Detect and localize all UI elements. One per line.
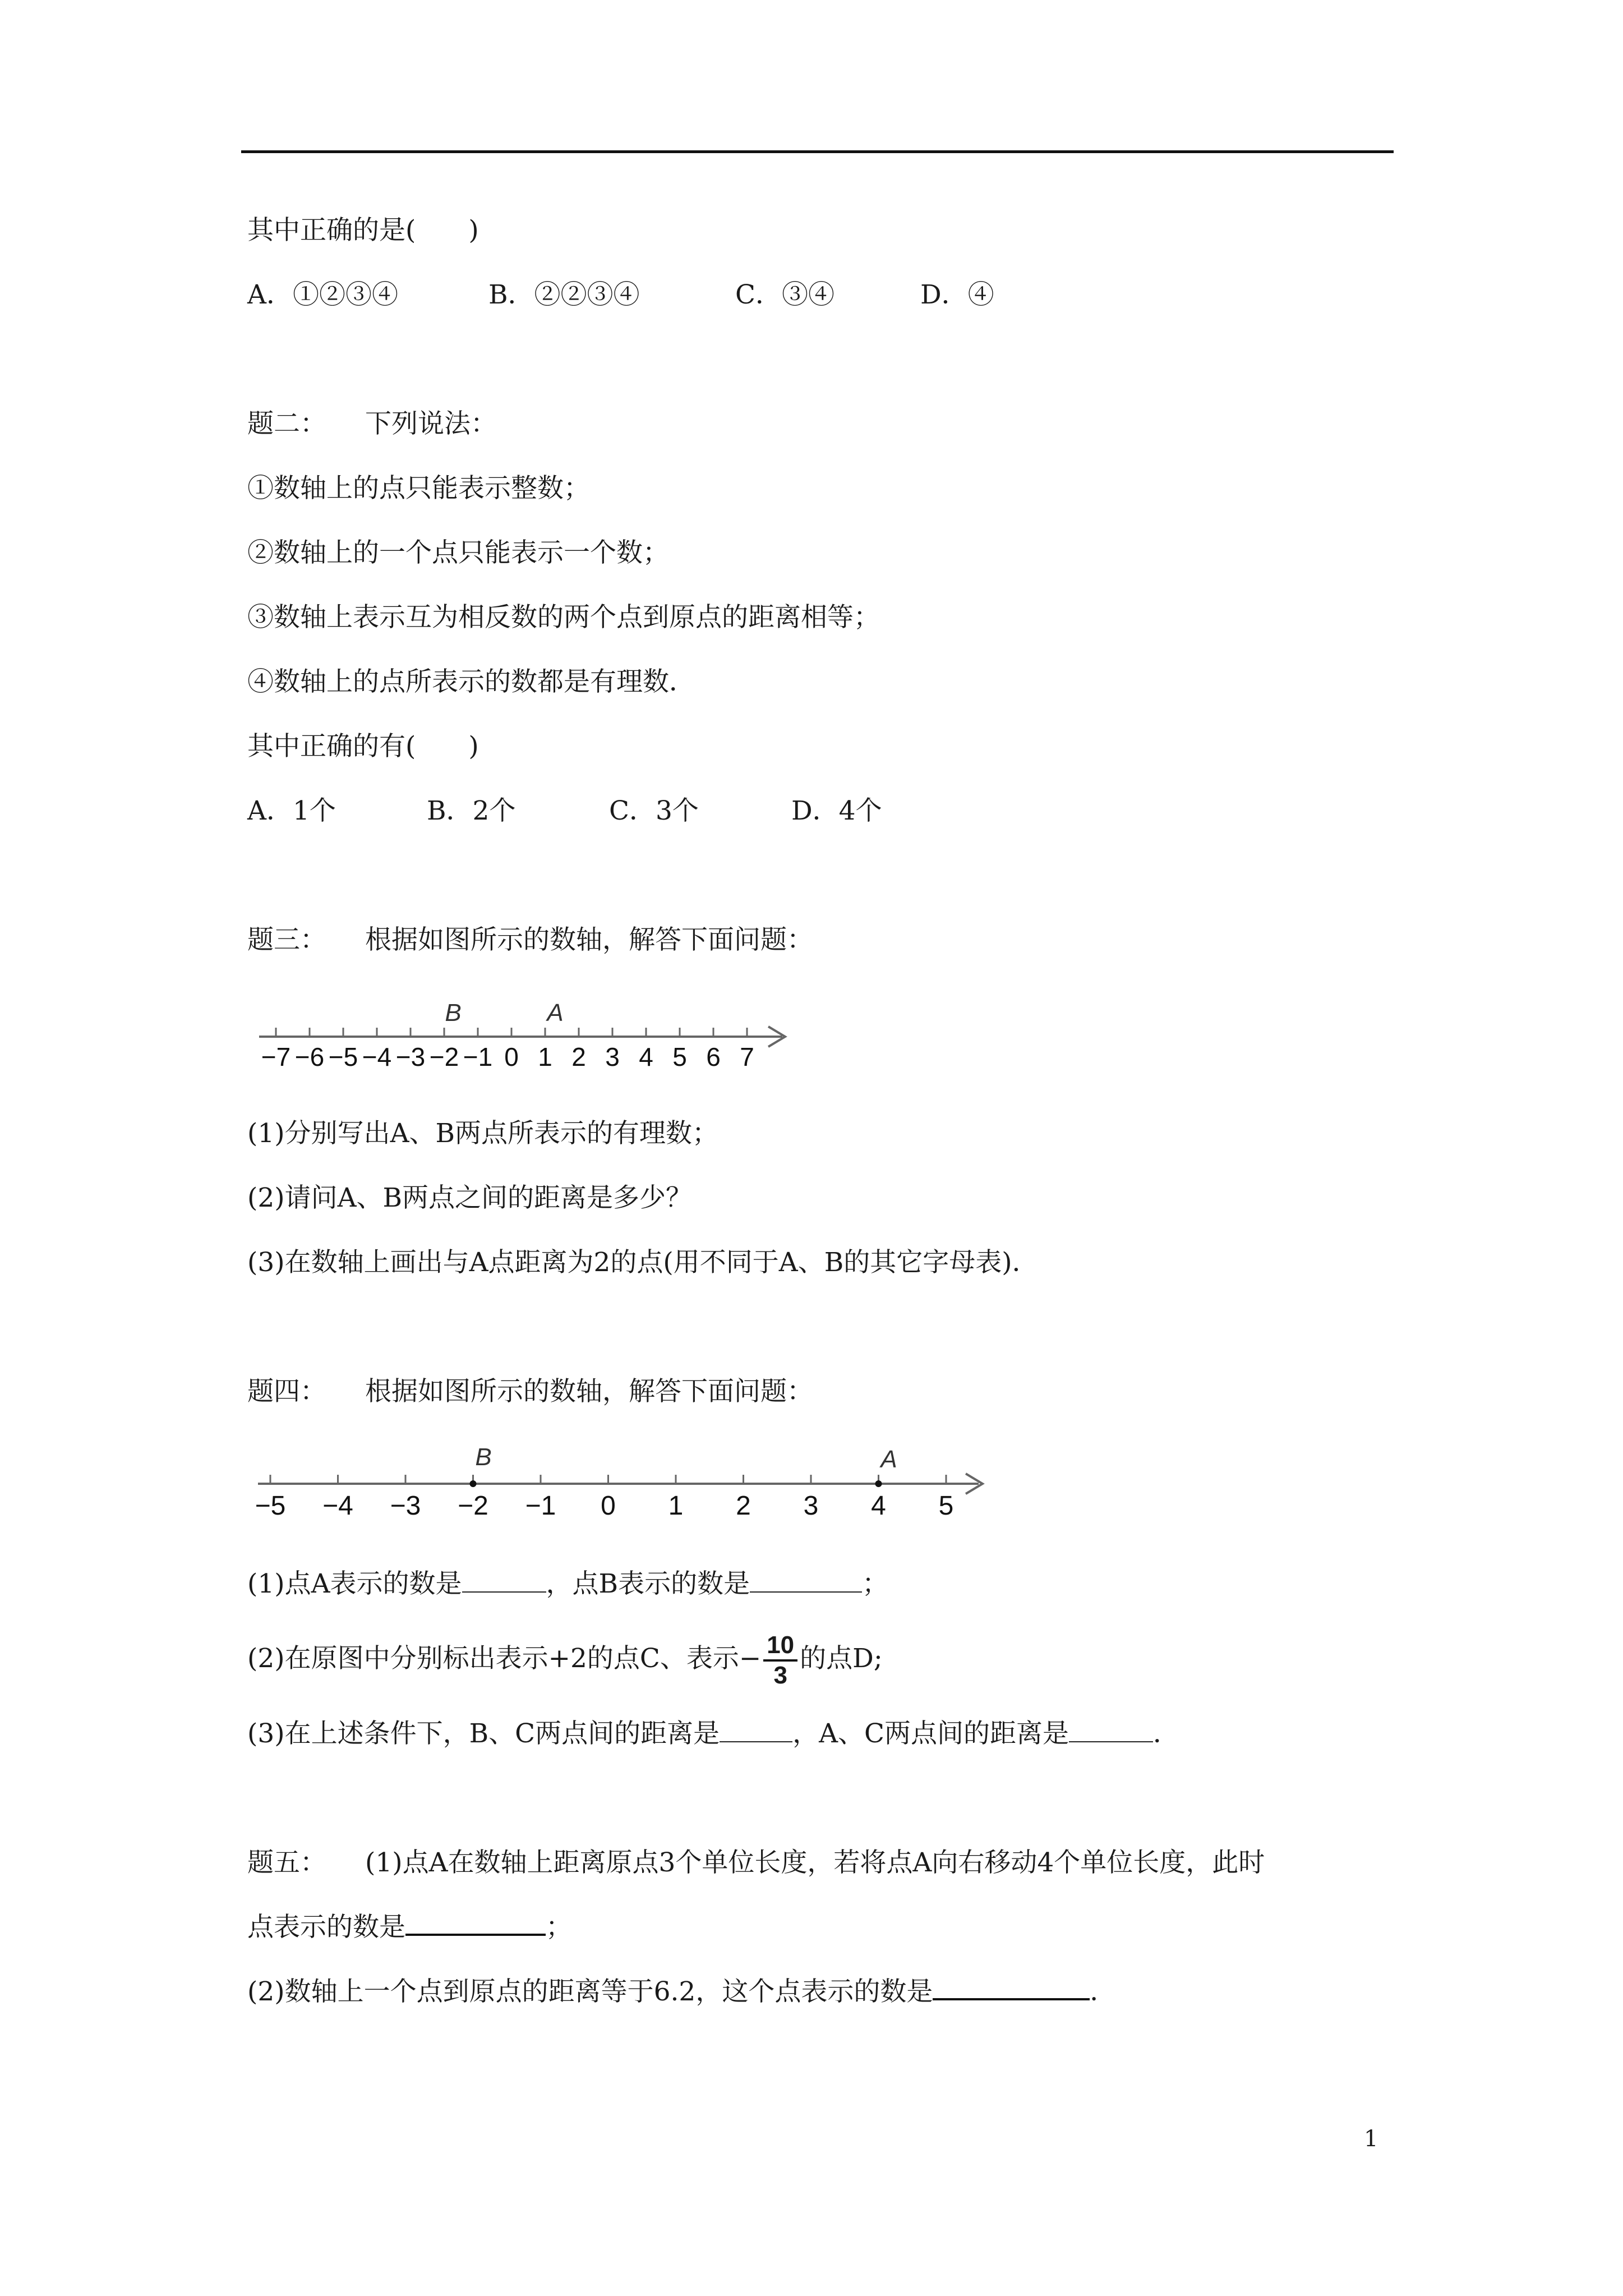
q3-axis-tick-label: 2: [571, 1042, 586, 1071]
q3-axis-tick-label: 6: [706, 1042, 721, 1071]
q3-sub2: (2)请问A、B两点之间的距离是多少？: [247, 1182, 693, 1213]
q2-label: 题二：: [247, 408, 326, 439]
q3-axis-tick-label: 7: [740, 1042, 754, 1071]
q3-point-a-label: A: [547, 999, 564, 1027]
q5-sub1-text: (1)点A在数轴上距离原点3个单位长度，若将点A向右移动4个单位长度，此时: [365, 1847, 1265, 1878]
q5-line1: [247, 1846, 1265, 1880]
q5-line3-end: ．: [1090, 1976, 1117, 2007]
q3-axis-tick-label: −5: [328, 1042, 358, 1071]
q4-sub3-text-b: ，A、C两点间的距离是: [792, 1718, 1069, 1749]
q3-sub3: (3)在数轴上画出与A点距离为2的点(用不同于A、B的其它字母表)．: [247, 1247, 1039, 1278]
q5-answer-1-blank[interactable]: [405, 1911, 546, 1936]
q5-line3: [247, 1975, 1116, 2009]
q5-label: 题五：: [247, 1847, 326, 1878]
q4-answer-ac-blank[interactable]: [1069, 1719, 1153, 1742]
q4-fraction-denominator: 3: [773, 1662, 787, 1689]
q2-option-d[interactable]: D．4个: [791, 795, 882, 826]
q4-sub1-text-a: (1)点A表示的数是: [247, 1568, 462, 1599]
q4-answer-a-blank[interactable]: [462, 1569, 546, 1593]
q2-item-2: ②数轴上的一个点只能表示一个数；: [247, 537, 669, 568]
q2-item-1: ①数轴上的点只能表示整数；: [247, 473, 590, 504]
q4-axis-tick-label: 5: [938, 1491, 954, 1521]
q2-option-b[interactable]: B．2个: [427, 795, 516, 826]
q5-line2-text: 点表示的数是: [247, 1912, 405, 1943]
q3-point-b-label: B: [445, 999, 462, 1027]
header-rule: [241, 150, 1394, 153]
q3-axis-tick-label: −1: [463, 1042, 493, 1071]
q2-intro: 下列说法：: [365, 408, 497, 439]
q4-intro: 根据如图所示的数轴，解答下面问题：: [365, 1376, 813, 1407]
q3-axis-tick-label: 4: [639, 1042, 653, 1071]
q1-option-b[interactable]: B．②②③④: [488, 279, 640, 310]
q2-item-3: ③数轴上表示互为相反数的两个点到原点的距离相等；: [247, 602, 880, 633]
q4-sub1-text-b: ，点B表示的数是: [546, 1568, 750, 1599]
q4-sub2-text-b: 的点D;: [800, 1643, 883, 1674]
q4-fraction: [763, 1631, 797, 1690]
q4-axis-tick-label: 2: [736, 1491, 751, 1521]
q1-option-d[interactable]: D．④: [920, 279, 994, 310]
q4-label: 题四：: [247, 1376, 326, 1407]
q4-axis-tick-label: 3: [803, 1491, 819, 1521]
q4-point-b-label: B: [475, 1443, 492, 1471]
page-number: 1: [1364, 2126, 1378, 2152]
q4-point-a-label: A: [880, 1446, 897, 1473]
q2-heading: [247, 407, 497, 441]
q3-axis-arrow: [768, 1027, 785, 1047]
q3-axis-tick-label: −4: [362, 1042, 392, 1071]
q1-prompt: 其中正确的是( ): [247, 215, 479, 246]
q1-option-a[interactable]: A．①②③④: [247, 279, 398, 310]
q2-options: [247, 794, 882, 829]
q1-option-c[interactable]: C．③④: [735, 279, 834, 310]
q4-axis-tick-label: −5: [255, 1491, 286, 1521]
q3-axis-tick-label: −2: [429, 1042, 459, 1071]
q4-axis-arrow: [966, 1474, 983, 1494]
q4-sub2: [247, 1628, 883, 1690]
q4-axis-tick-label: −1: [525, 1491, 556, 1521]
q5-answer-2-blank[interactable]: [933, 1976, 1090, 2000]
q4-sub1-text-c: ；: [862, 1568, 889, 1599]
q3-heading: [247, 923, 813, 958]
q4-axis-tick-label: 4: [871, 1491, 886, 1521]
q4-sub3-text-a: (3)在上述条件下，B、C两点间的距离是: [247, 1718, 720, 1749]
q4-sub1: [247, 1567, 888, 1602]
q3-axis-tick-label: 5: [672, 1042, 687, 1071]
q4-axis-tick-label: −4: [322, 1491, 353, 1521]
q5-line3-text: (2)数轴上一个点到原点的距离等于6.2，这个点表示的数是: [247, 1976, 933, 2007]
q4-axis-tick-label: −3: [390, 1491, 421, 1521]
q4-heading: [247, 1374, 813, 1409]
q4-axis-tick-label: 0: [601, 1491, 616, 1521]
q3-axis-tick-label: 1: [538, 1042, 552, 1071]
q4-axis-tick-label: 1: [668, 1491, 684, 1521]
q3-axis-tick-label: 0: [504, 1042, 519, 1071]
q1-options: [247, 278, 994, 312]
q3-axis-tick-label: 3: [605, 1042, 620, 1071]
q5-line2-end: ；: [546, 1912, 572, 1943]
q2-item-4: ④数轴上的点所表示的数都是有理数．: [247, 666, 695, 697]
q4-answer-bc-blank[interactable]: [720, 1719, 792, 1742]
q3-sub1: (1)分别写出A、B两点所表示的有理数；: [247, 1118, 719, 1149]
q3-axis-tick-label: −7: [261, 1042, 291, 1071]
q4-sub2-text-a: (2)在原图中分别标出表示+2的点C、表示−: [247, 1643, 762, 1674]
q4-axis-point-dot: [470, 1480, 477, 1487]
q5-line2: [247, 1910, 572, 1945]
q3-intro: 根据如图所示的数轴，解答下面问题：: [365, 924, 813, 955]
q4-answer-b-blank[interactable]: [750, 1569, 862, 1593]
q4-axis-tick-label: −2: [458, 1491, 488, 1521]
q4-axis-point-dot: [875, 1480, 882, 1487]
q4-fraction-numerator: 10: [763, 1631, 797, 1662]
q2-option-a[interactable]: A．1个: [247, 795, 336, 826]
q3-axis-tick-label: −6: [294, 1042, 325, 1071]
q2-option-c[interactable]: C．3个: [609, 795, 699, 826]
q2-prompt: 其中正确的有( ): [247, 731, 479, 762]
q3-axis-tick-label: −3: [395, 1042, 426, 1071]
q4-sub3: [247, 1717, 1179, 1751]
q3-label: 题三：: [247, 924, 326, 955]
q4-sub3-text-c: ．: [1152, 1718, 1179, 1749]
